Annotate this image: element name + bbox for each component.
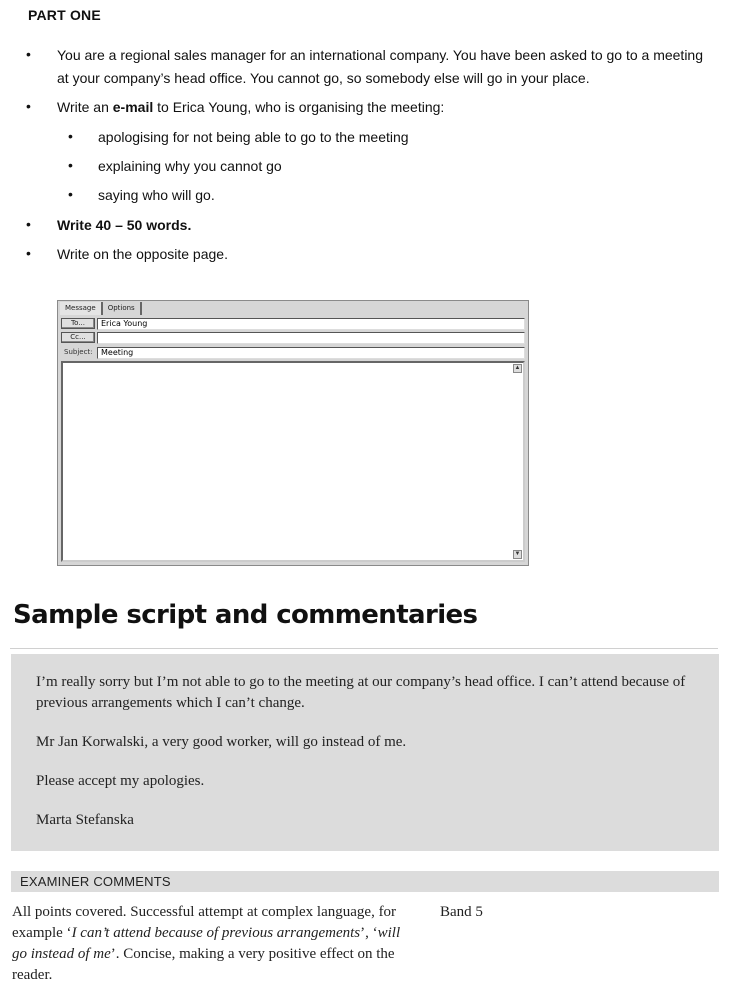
quote-1: I can’t attend because of previous arrangements	[71, 925, 361, 941]
subject-label: Subject:	[64, 348, 93, 356]
part-title: PART ONE	[28, 7, 101, 23]
email-window	[57, 300, 529, 566]
tab-message[interactable]: Message	[60, 302, 103, 315]
bullet-icon: •	[26, 98, 31, 114]
bullet-icon: •	[68, 186, 73, 202]
scroll-up-icon[interactable]: ▲	[514, 365, 521, 371]
to-field[interactable]: Erica Young	[97, 318, 525, 330]
task-point-2: Write an e-mail to Erica Young, who is organising the meeting:	[57, 99, 445, 115]
cc-field[interactable]	[97, 332, 525, 344]
scroll-down-icon[interactable]: ▼	[514, 551, 521, 557]
quote-2: will go instead of me	[12, 925, 401, 962]
script-paragraph-1: I’m really sorry but I’m not able to go to the meeting at our company’s head office. I can’t attend because of previous arrangements which I can’t change.	[36, 674, 686, 711]
task-point-4: Write on the opposite page.	[57, 246, 228, 262]
divider	[10, 648, 718, 649]
bullet-icon: •	[26, 46, 31, 62]
script-paragraph-3: Please accept my apologies.	[36, 773, 205, 789]
sub-point-1: apologising for not being able to go to the meeting	[98, 129, 409, 145]
section-heading: Sample script and commentaries	[13, 600, 478, 630]
examiner-label: EXAMINER COMMENTS	[20, 874, 171, 889]
examiner-comment: All points covered. Successful attempt at complex language, for example ‘I can’t attend because of previous arrangements’, ‘will go instead of me’. Concise, making a very positive effect on the reader.	[12, 904, 401, 983]
script-paragraph-2: Mr Jan Korwalski, a very good worker, will go instead of me.	[36, 734, 407, 750]
to-button[interactable]: To...	[61, 318, 95, 329]
task-point-1: You are a regional sales manager for an international company. You have been asked to go to a meeting at your company’s head office. You cannot go, so somebody else will go in your place.	[57, 47, 704, 86]
task-point-3: Write 40 – 50 words.	[57, 217, 192, 233]
bullet-icon: •	[68, 157, 73, 173]
cc-button[interactable]: Cc...	[61, 332, 95, 343]
subject-field[interactable]: Meeting	[97, 347, 525, 359]
bullet-icon: •	[26, 216, 31, 232]
script-signature: Marta Stefanska	[36, 812, 134, 828]
sub-point-3: saying who will go.	[98, 187, 215, 203]
band-score: Band 5	[440, 904, 483, 920]
bullet-icon: •	[68, 128, 73, 144]
message-body[interactable]	[61, 361, 525, 562]
tab-options[interactable]: Options	[103, 302, 142, 315]
bullet-icon: •	[26, 245, 31, 261]
sub-point-2: explaining why you cannot go	[98, 158, 282, 174]
email-tabs	[60, 302, 142, 315]
email-emphasis: e-mail	[112, 99, 154, 115]
